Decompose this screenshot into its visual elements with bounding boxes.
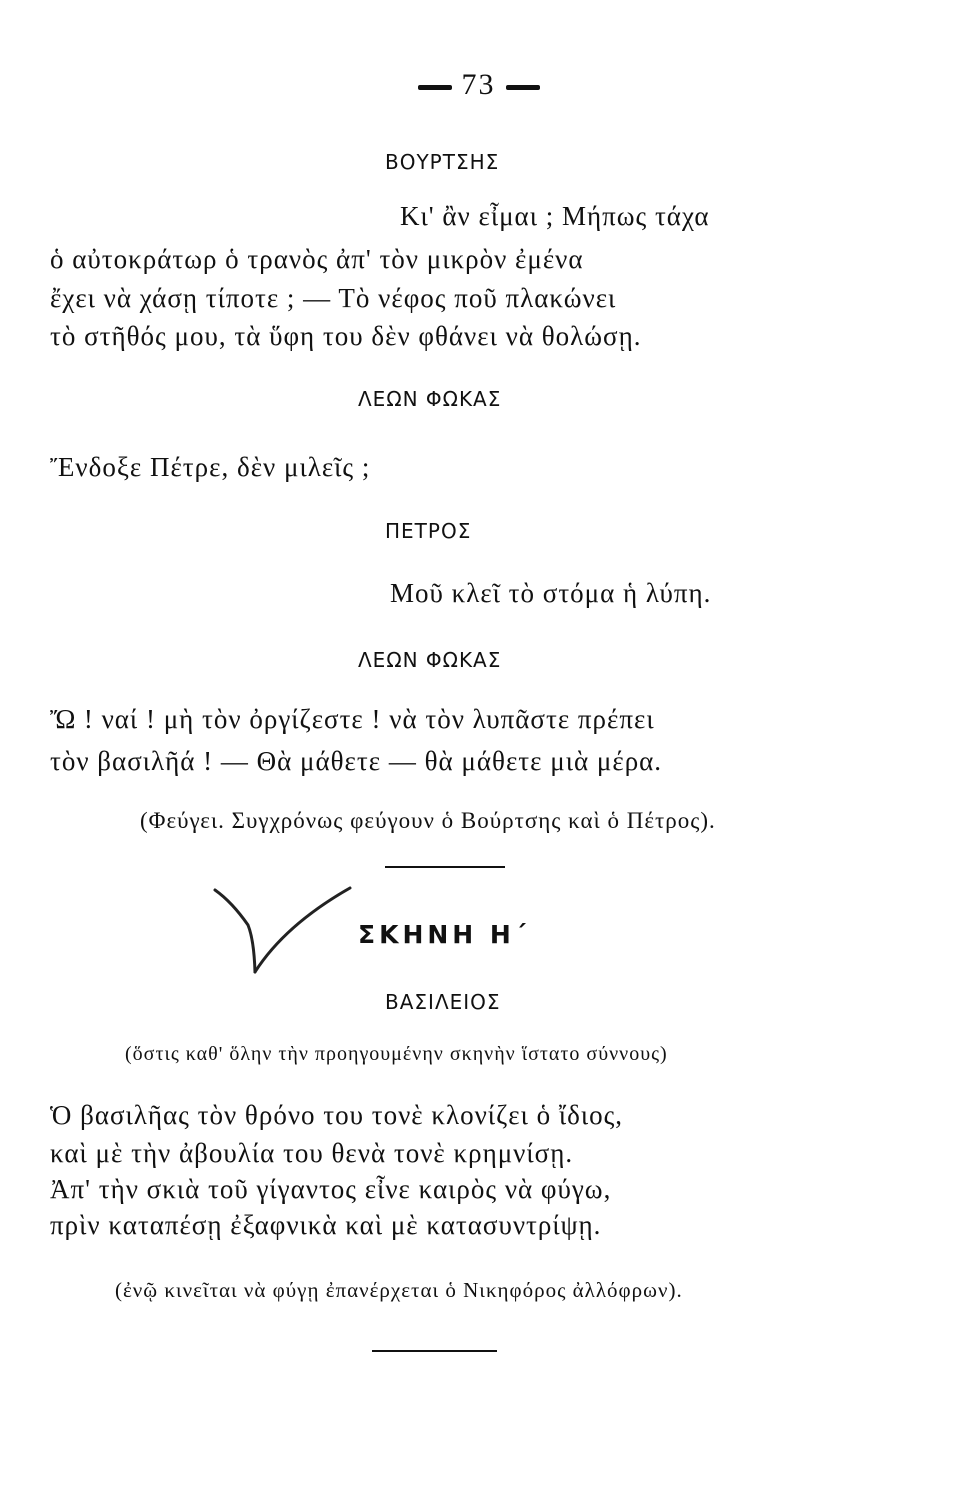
speaker-heading: ΛΕΩΝ ΦΩΚΑΣ	[358, 387, 502, 411]
speaker-heading: ΒΑΣΙΛΕΙΟΣ	[385, 990, 501, 1014]
speaker-heading: ΒΟΥΡΤΣΗΣ	[385, 150, 500, 174]
verse-line: Ἀπ' τὴν σκιὰ τοῦ γίγαντος εἶνε καιρὸς νὰ φύγω,	[50, 1174, 612, 1204]
verse-line: ἔχει νὰ χάσῃ τίποτε ; — Τὸ νέφος ποῦ πλακώνει	[50, 283, 617, 313]
stage-direction: (ἐνῷ κινεῖται νὰ φύγῃ ἐπανέρχεται ὁ Νικηφόρος ἀλλόφρων).	[115, 1278, 683, 1302]
page-number-dash-right	[506, 85, 540, 90]
verse-line: Ἔνδοξε Πέτρε, δὲν μιλεῖς ;	[50, 452, 371, 482]
verse-line: τὸν βασιλῆά ! — Θὰ μάθετε — θὰ μάθετε μιὰ μέρα.	[50, 746, 663, 776]
stage-direction: (Φεύγει. Συγχρόνως φεύγουν ὁ Βούρτσης καὶ ὁ Πέτρος).	[140, 808, 716, 833]
divider-rule	[385, 866, 505, 868]
divider-rule	[372, 1350, 497, 1352]
stage-direction: (ὅστις καθ' ὅλην τὴν προηγουμένην σκηνὴν ἵστατο σύννους)	[125, 1043, 668, 1065]
verse-line: Ὤ ! ναί ! μὴ τὸν ὀργίζεστε ! νὰ τὸν λυπᾶστε πρέπει	[50, 704, 655, 734]
page-number	[0, 68, 957, 102]
verse-line: Κι' ἂν εἶμαι ; Μήπως τάχα	[400, 201, 710, 231]
verse-line: πρὶν καταπέσῃ ἐξαφνικὰ καὶ μὲ κατασυντρίψῃ.	[50, 1210, 602, 1240]
page-number-dash-left	[418, 85, 452, 90]
speaker-heading: ΛΕΩΝ ΦΩΚΑΣ	[358, 648, 502, 672]
verse-line: τὸ στῆθός μου, τὰ ὕφη του δὲν φθάνει νὰ θολώσῃ.	[50, 321, 642, 351]
page-number-text: 73	[461, 68, 496, 101]
verse-line: καὶ μὲ τὴν ἀβουλία του θενὰ τονὲ κρημνίσῃ.	[50, 1138, 574, 1168]
verse-line: Ὁ βασιλῆας τὸν θρόνο του τονὲ κλονίζει ὁ ἴδιος,	[50, 1100, 624, 1130]
scene-title: ΣΚΗΝΗ Η΄	[358, 920, 530, 949]
speaker-heading: ΠΕΤΡΟΣ	[385, 519, 472, 543]
handwritten-check-mark	[210, 880, 360, 980]
verse-line: Μοῦ κλεῖ τὸ στόμα ἡ λύπη.	[390, 578, 712, 608]
verse-line: ὁ αὐτοκράτωρ ὁ τρανὸς ἀπ' τὸν μικρὸν ἐμένα	[50, 244, 584, 274]
